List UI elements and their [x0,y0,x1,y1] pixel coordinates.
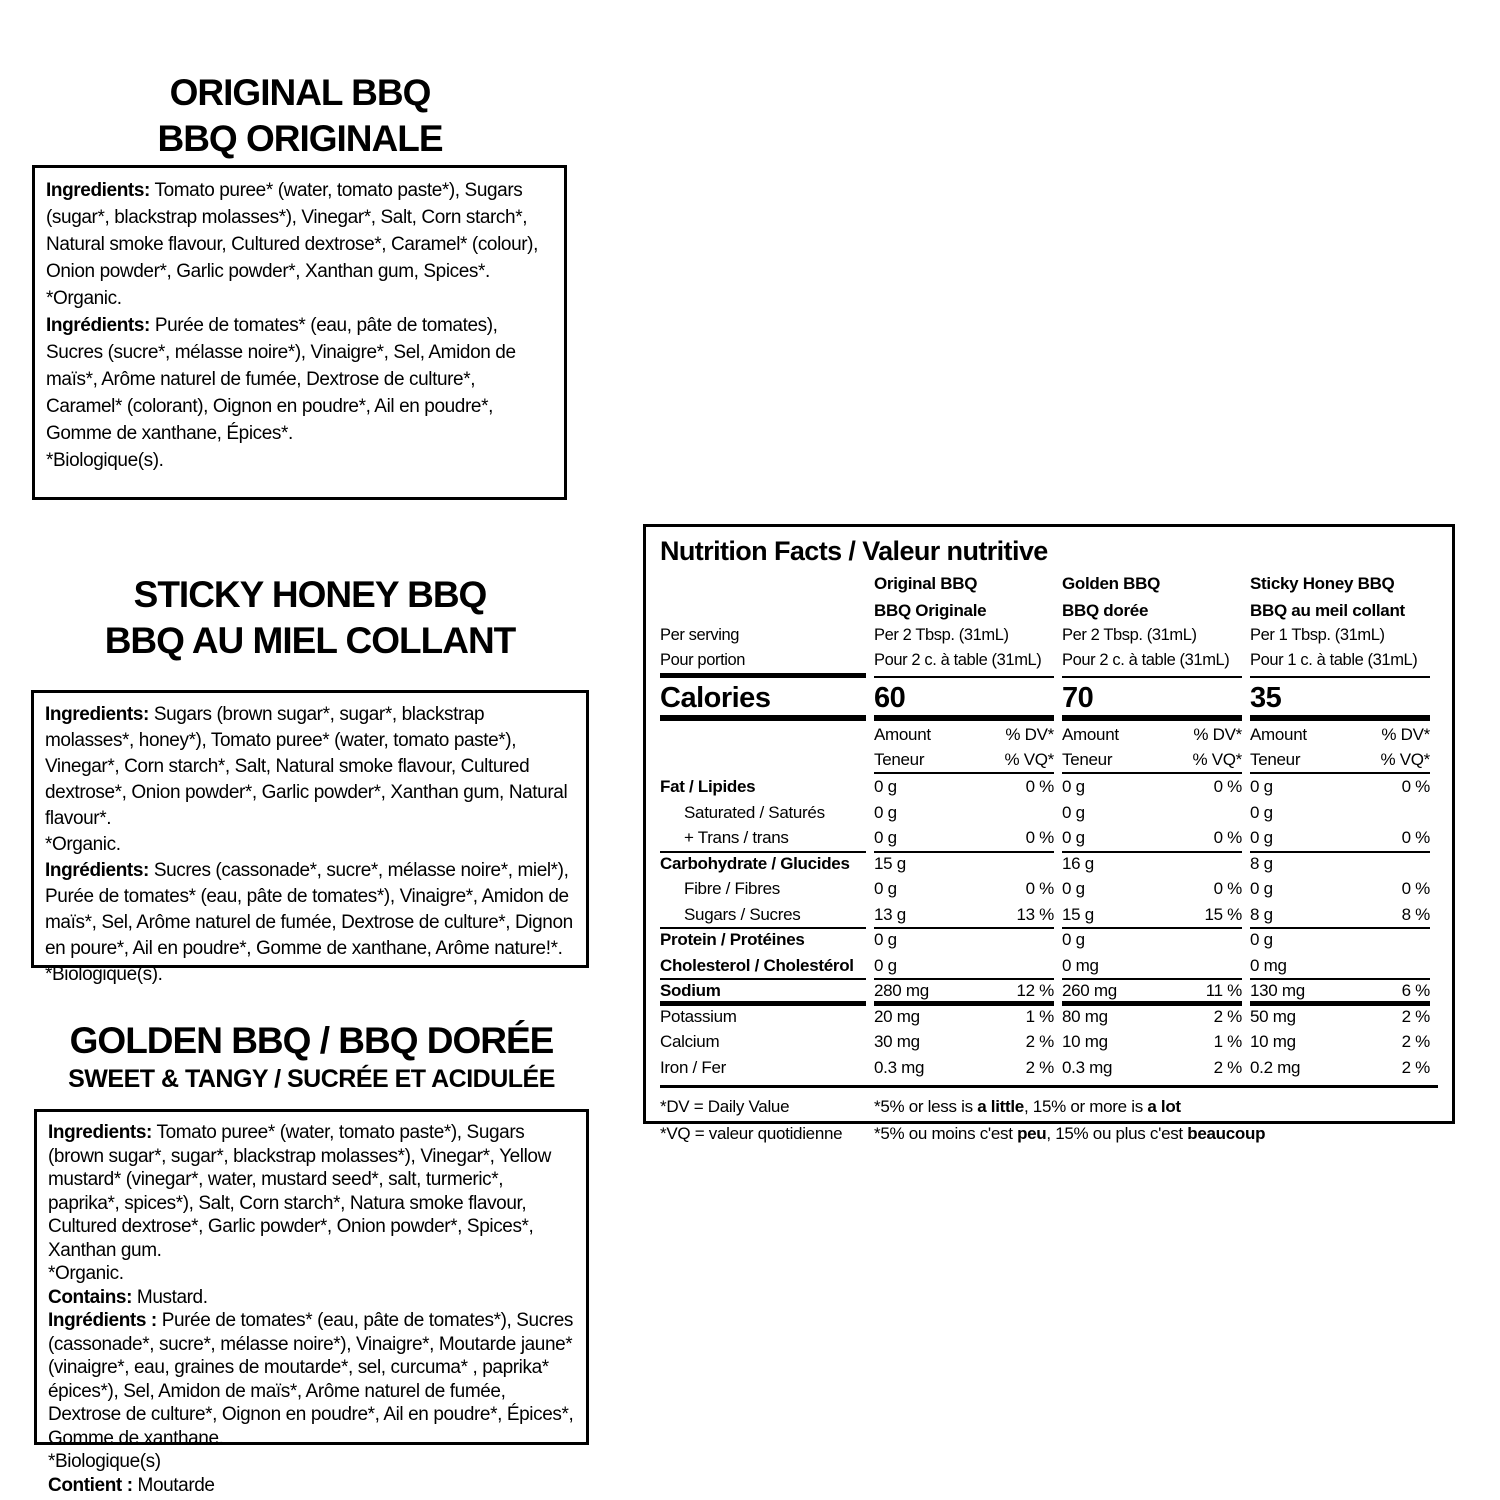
calories-row [660,678,1438,721]
daily-value-percent: 2 % [1401,1006,1430,1026]
amount-fr: Teneur [1250,750,1301,769]
nutrient-value-cell [1250,904,1430,930]
nutrient-label: Cholesterol / Cholestérol [660,955,866,981]
amount-header [1062,722,1242,774]
ingredients-paragraph: Contient : Moutarde [48,1474,215,1496]
amount-fr: Teneur [874,750,925,769]
amount-value: 10 mg [1062,1032,1108,1051]
amount-value: 10 mg [1250,1032,1296,1051]
daily-value-percent: 2 % [1025,1032,1054,1051]
nutrient-value-cell [1062,904,1242,930]
nutrient-value-cell [1250,1057,1430,1083]
amount-value: 20 mg [874,1006,920,1026]
serving-label-cell [660,569,866,678]
daily-value-percent: 2 % [1401,1032,1430,1051]
ingredients-paragraph: *Biologique(s). [45,964,163,985]
nutrient-row [660,904,1438,930]
footnote-row [660,1121,1438,1146]
daily-value-percent: 0 % [1213,879,1242,898]
amount-value: 80 mg [1062,1006,1108,1026]
nutrient-value-cell [874,1031,1054,1057]
nutrient-value-cell [874,776,1054,802]
ingredients-paragraph: *Organic. [46,288,122,309]
daily-value-percent: 1 % [1025,1006,1054,1026]
column-serving-fr: Pour 2 c. à table (31mL) [1062,651,1230,669]
ingredients-box-original [32,165,567,500]
amount-value: 0.3 mg [874,1057,925,1077]
nutrient-value-cell [1062,878,1242,904]
nutrient-value-cell [874,929,1054,955]
product-column-sticky-honey [1250,569,1430,678]
nutrient-row [660,802,1438,828]
ingredients-paragraph: Contains: Mustard. [48,1286,208,1308]
amount-value: 50 mg [1250,1006,1296,1026]
nutrient-value-cell [874,878,1054,904]
daily-value-percent: 6 % [1401,981,1430,1000]
nutrient-value-cell [1062,1006,1242,1032]
ingredients-paragraph: *Organic. [45,834,121,855]
amount-value: 0 g [1062,777,1085,796]
amount-value: 260 mg [1062,981,1117,1000]
nutrient-value-cell [874,904,1054,930]
nutrient-value-cell [1250,955,1430,981]
nutrient-value-cell [1250,802,1430,828]
amount-value: 0 g [1250,777,1273,796]
column-name-en: Original BBQ [874,574,978,593]
column-serving-fr: Pour 1 c. à table (31mL) [1250,651,1418,669]
title-line: BBQ AU MIEL COLLANT [104,620,516,661]
dv-fr: % VQ* [1380,750,1430,769]
daily-value-percent: 8 % [1401,904,1430,924]
column-name-fr: BBQ Originale [874,601,987,620]
amount-en: Amount [874,725,931,744]
amount-value: 0 g [874,802,897,822]
nutrient-value-cell [1250,1006,1430,1032]
nutrient-value-cell [1062,980,1242,1006]
nutrient-value-cell [1062,1031,1242,1057]
nutrient-value-cell [874,955,1054,981]
amount-value: 15 g [874,853,906,873]
daily-value-percent: 0 % [1025,828,1054,847]
amount-header [874,722,1054,774]
nutrient-value-cell [1062,802,1242,828]
amount-value: 30 mg [874,1032,920,1051]
title-subtitle: SWEET & TANGY / SUCRÉE ET ACIDULÉE [68,1065,555,1093]
amount-value: 130 mg [1250,981,1305,1000]
ingredients-paragraph: *Organic. [48,1263,124,1284]
nutrient-label: Potassium [660,1006,737,1026]
amount-value: 0 mg [1250,955,1287,975]
nutrient-label: + Trans / trans [660,827,866,853]
amount-value: 0 g [1062,879,1085,898]
ingredients-paragraph: *Biologique(s) [48,1451,161,1472]
amount-en: Amount [1062,725,1119,744]
title-line: BBQ ORIGINALE [157,118,443,159]
nutrient-value-cell [874,1057,1054,1083]
nutrient-value-cell [1250,827,1430,853]
dv-en: % DV* [1005,725,1054,744]
amount-value: 0 g [1250,879,1273,898]
nutrient-value-cell [1062,1057,1242,1083]
product-column-golden [1062,569,1242,678]
footnote-row [660,1094,1438,1119]
amount-value: 0 g [1250,828,1273,847]
amount-value: 15 g [1062,904,1094,924]
column-name-en: Sticky Honey BBQ [1250,574,1395,593]
title-line: STICKY HONEY BBQ [133,574,487,615]
nutrient-value-cell [1062,853,1242,879]
product-column-original [874,569,1054,678]
daily-value-percent: 2 % [1213,1006,1242,1026]
footnote-key: *VQ = valeur quotidienne [660,1123,843,1143]
nutrient-value-cell [1250,853,1430,879]
amount-value: 0.2 mg [1250,1057,1301,1077]
amount-value: 8 g [1250,904,1273,924]
column-serving-en: Per 2 Tbsp. (31mL) [1062,626,1197,644]
calories-label: Calories [660,678,866,721]
amount-value: 0 g [874,930,897,949]
nutrient-row [660,1057,1438,1088]
amount-header-spacer [660,722,866,774]
daily-value-percent: 0 % [1025,777,1054,796]
daily-value-percent: 13 % [1016,904,1054,924]
title-line: GOLDEN BBQ / BBQ DORÉE [69,1020,554,1061]
nutrition-facts-table [643,524,1455,1143]
calories-value: 35 [1250,678,1430,721]
daily-value-percent: 0 % [1025,879,1054,898]
nutrient-rows [660,776,1438,1088]
nutrient-value-cell [1062,955,1242,981]
nutrient-value-cell [1250,980,1430,1006]
amount-value: 0 g [1250,802,1273,822]
daily-value-percent: 0 % [1401,777,1430,796]
dv-fr: % VQ* [1192,750,1242,769]
daily-value-percent: 11 % [1205,981,1242,1000]
daily-value-percent: 2 % [1025,1057,1054,1077]
amount-header-row [660,722,1438,774]
ingredients-paragraph: Ingrédients: Purée de tomates* (eau, pâte de tomates), Sucres (sucre*, mélasse noire*), Vinaigre*, Sel, Amidon de maïs*, Arôme naturel de fumée, Dextrose de culture*, Caramel* (colorant), Oignon en poudre*, Ail en poudre*, Gomme de xanthane, Épices*. [46,315,516,444]
amount-value: 0.3 mg [1062,1057,1113,1077]
product-title-original [33,70,567,162]
nutrient-label: Protein / Protéines [660,930,805,949]
nutrient-row [660,1006,1438,1032]
column-serving-fr: Pour 2 c. à table (31mL) [874,651,1042,669]
daily-value-percent: 2 % [1213,1057,1242,1077]
nutrient-value-cell [1250,776,1430,802]
daily-value-percent: 0 % [1401,879,1430,898]
nutrient-value-cell [1250,878,1430,904]
column-name-fr: BBQ au meil collant [1250,601,1405,620]
ingredients-paragraph: Ingredients: Tomato puree* (water, tomato paste*), Sugars (sugar*, blackstrap molasses*), Vinegar*, Salt, Corn starch*, Natural smoke flavour, Cultured dextrose*, Caramel* (colour), Onion powder*, Garlic powder*, Xanthan gum, Spices*. [46,180,538,282]
nutrient-row [660,1031,1438,1057]
nutrient-value-cell [1062,776,1242,802]
nutrient-value-cell [1250,1031,1430,1057]
product-title-golden [34,1018,589,1094]
footnote-text: *5% or less is a little, 15% or more is a lot [874,1096,1181,1116]
nutrient-label: Sugars / Sucres [660,904,866,930]
column-serving-en: Per 1 Tbsp. (31mL) [1250,626,1385,644]
nutrient-row [660,776,1438,802]
nutrient-value-cell [1250,929,1430,955]
amount-header [1250,722,1430,774]
ingredients-box-sticky-honey [31,690,589,985]
amount-value: 0 g [874,828,897,847]
amount-fr: Teneur [1062,750,1113,769]
amount-value: 0 g [1250,930,1273,949]
nutrient-value-cell [874,827,1054,853]
calories-value: 70 [1062,678,1242,721]
ingredients-paragraph: Ingrédients: Sucres (cassonade*, sucre*, mélasse noire*, miel*), Purée de tomates* (eau, pâte de tomates*), Vinaigre*, Amidon de maïs*, Sel, Arôme naturel de fumée, Dextrose de culture*, Dignon en poure*, Ail en poudre*, Gomme de xanthane, Arôme nature!*. [45,860,573,959]
dv-en: % DV* [1381,725,1430,744]
amount-value: 0 g [1062,828,1085,847]
nutrient-label: Fibre / Fibres [684,879,780,898]
nutrient-label: Fat / Lipides [660,777,756,796]
daily-value-percent: 0 % [1401,828,1430,847]
dv-fr: % VQ* [1004,750,1054,769]
nutrient-value-cell [874,802,1054,828]
footnotes [660,1094,1438,1146]
nutrient-value-cell [1062,827,1242,853]
per-serving-en: Per serving [660,626,740,644]
amount-value: 0 g [874,879,897,898]
amount-value: 0 mg [1062,955,1099,975]
amount-value: 280 mg [874,981,929,1000]
nutrient-label: Sodium [660,980,866,1006]
daily-value-percent: 0 % [1213,777,1242,796]
amount-value: 0 g [874,777,897,796]
amount-value: 0 g [874,955,897,975]
daily-value-percent: 2 % [1401,1057,1430,1077]
nutrient-row [660,929,1438,955]
footnote-key: *DV = Daily Value [660,1096,790,1116]
nutrient-row [660,853,1438,879]
nutrient-label: Carbohydrate / Glucides [660,853,850,873]
ingredients-paragraph: *Biologique(s). [46,450,164,471]
nutrient-value-cell [874,1006,1054,1032]
amount-en: Amount [1250,725,1307,744]
daily-value-percent: 12 % [1016,981,1054,1000]
column-name-en: Golden BBQ [1062,574,1161,593]
nutrient-row [660,980,1438,1006]
calories-value: 60 [874,678,1054,721]
ingredients-box-golden [34,1109,589,1496]
nutrient-row [660,955,1438,981]
nutrient-row [660,878,1438,904]
daily-value-percent: 0 % [1213,828,1242,847]
nutrient-value-cell [874,853,1054,879]
product-title-sticky-honey [31,572,589,664]
nutrient-value-cell [874,980,1054,1006]
column-serving-en: Per 2 Tbsp. (31mL) [874,626,1009,644]
amount-value: 16 g [1062,853,1094,873]
nutrient-row [660,827,1438,853]
title-line: ORIGINAL BBQ [169,72,431,113]
amount-value: 0 g [1062,802,1085,822]
nutrient-value-cell [1062,929,1242,955]
nutrient-label: Saturated / Saturés [684,802,825,822]
daily-value-percent: 15 % [1204,904,1242,924]
amount-value: 13 g [874,904,906,924]
amount-value: 8 g [1250,853,1273,873]
nutrient-label: Iron / Fer [660,1057,726,1077]
column-name-fr: BBQ dorée [1062,601,1149,620]
ingredients-paragraph: Ingredients: Sugars (brown sugar*, sugar*, blackstrap molasses*, honey*), Tomato puree* (water, tomato paste*), Vinegar*, Corn starch*, Salt, Natural smoke flavour, Cultured dextrose*, Onion powder*, Garlic powder*, Xanthan gum, Natural flavour*. [45,704,568,829]
amount-value: 0 g [1062,930,1085,949]
ingredients-paragraph: Ingrédients : Purée de tomates* (eau, pâte de tomates*), Sucres (cassonade*, sucre*, mélasse noire*), Vinaigre*, Moutarde jaune* (vinaigre*, eau, graines de moutarde*, sel, curcuma* , paprika* épices*), Sel, Amidon de maïs*, Arôme naturel de fumée, Dextrose de culture*, Oignon en poudre*, Ail en poudre*, Épices*, Gomme de xanthane. [48,1310,574,1449]
nutrient-label: Calcium [660,1032,720,1051]
footnote-text: *5% ou moins c'est peu, 15% ou plus c'est beaucoup [874,1123,1266,1143]
per-serving-fr: Pour portion [660,651,746,669]
daily-value-percent: 1 % [1213,1032,1242,1051]
ingredients-paragraph: Ingredients: Tomato puree* (water, tomato paste*), Sugars (brown sugar*, sugar*, blackstrap molasses*), Vinegar*, Yellow mustard* (vinegar*, water, mustard seed*, salt, turmeric*, paprika*, spices*), Salt, Corn starch*, Natura smoke flavour, Cultured dextrose*, Garlic powder*, Onion powder*, Spices*, Xanthan gum. [48,1122,551,1261]
nutrition-header [660,569,1438,678]
nutrition-facts-title: Nutrition Facts / Valeur nutritive [660,536,1048,566]
dv-en: % DV* [1193,725,1242,744]
